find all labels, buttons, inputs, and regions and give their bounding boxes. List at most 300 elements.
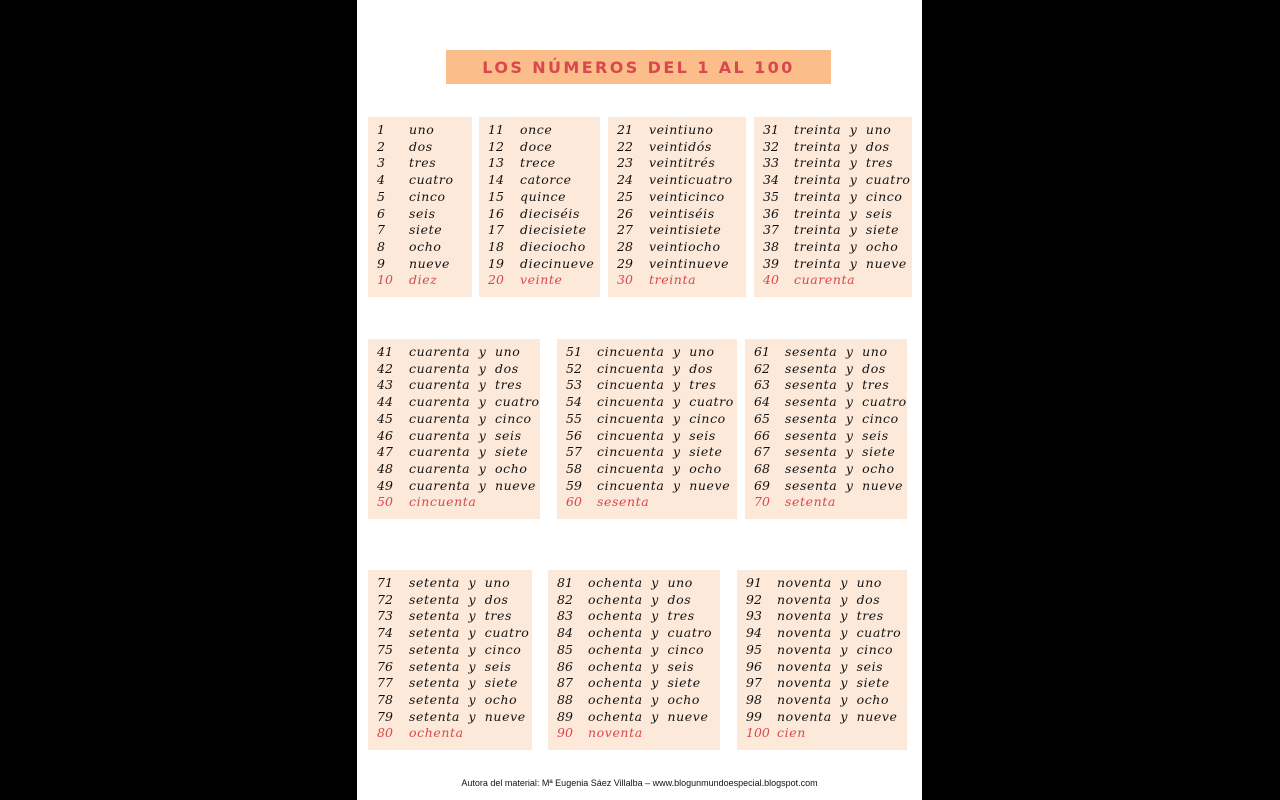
number-row: [608, 238, 746, 255]
number-row: [745, 443, 907, 460]
numeral: 38: [763, 238, 779, 254]
numeral: 20: [488, 272, 504, 288]
numeral: 47: [377, 444, 393, 460]
number-word: cinco: [409, 188, 446, 204]
number-row: [754, 121, 912, 138]
number-row: [548, 574, 720, 591]
number-group-9: [548, 570, 720, 750]
numeral: 28: [617, 238, 633, 254]
number-row: [548, 691, 720, 708]
numeral: 7: [377, 222, 385, 238]
page-title: LOS NÚMEROS DEL 1 AL 100: [482, 57, 795, 77]
numeral: 50: [377, 494, 393, 510]
number-row: [368, 574, 532, 591]
number-row: [737, 624, 907, 641]
number-word: noventa y cinco: [777, 641, 894, 657]
number-row: [368, 138, 472, 155]
number-row: [608, 255, 746, 272]
number-row: [548, 674, 720, 691]
number-word: dieciocho: [520, 238, 586, 254]
number-word: catorce: [520, 172, 572, 188]
number-row: [737, 674, 907, 691]
number-row: [745, 393, 907, 410]
number-word: treinta y cuatro: [794, 172, 911, 188]
numeral: 17: [488, 222, 504, 238]
number-word: doce: [520, 138, 553, 154]
number-word: ochenta y ocho: [588, 691, 701, 707]
numeral: 57: [566, 444, 582, 460]
numeral: 51: [566, 344, 582, 359]
numeral: 64: [754, 394, 770, 410]
number-word: veintiséis: [649, 205, 715, 221]
number-row: [737, 658, 907, 675]
number-row: [608, 271, 746, 288]
number-group-5: [368, 339, 540, 519]
number-row: [368, 708, 532, 725]
numeral: 88: [557, 691, 573, 707]
numeral: 32: [763, 138, 779, 154]
numeral: 63: [754, 377, 770, 393]
number-word: veinte: [520, 272, 563, 288]
number-word: veintisiete: [649, 222, 722, 238]
title-banner: [446, 50, 831, 84]
number-row: [557, 493, 737, 510]
number-row: [557, 343, 737, 360]
number-word: sesenta: [597, 494, 650, 510]
numeral: 11: [488, 122, 504, 137]
numeral: 91: [746, 575, 762, 590]
number-row: [479, 138, 600, 155]
number-row: [745, 410, 907, 427]
number-word: cincuenta y dos: [597, 360, 713, 376]
number-row: [608, 205, 746, 222]
number-group-10: [737, 570, 907, 750]
number-row: [368, 154, 472, 171]
numeral: 66: [754, 427, 770, 443]
number-word: siete: [409, 222, 443, 238]
number-word: cincuenta y tres: [597, 377, 717, 393]
numeral: 86: [557, 658, 573, 674]
number-row: [608, 188, 746, 205]
numeral: 18: [488, 238, 504, 254]
number-word: sesenta y cuatro: [785, 394, 907, 410]
number-word: cincuenta y cuatro: [597, 394, 734, 410]
numeral: 29: [617, 255, 633, 271]
numeral: 41: [377, 344, 393, 359]
number-row: [368, 255, 472, 272]
number-word: diecisiete: [520, 222, 587, 238]
number-word: sesenta y seis: [785, 427, 889, 443]
number-row: [368, 641, 532, 658]
number-row: [737, 591, 907, 608]
numeral: 74: [377, 625, 393, 641]
numeral: 48: [377, 460, 393, 476]
number-row: [368, 393, 540, 410]
number-row: [608, 154, 746, 171]
number-row: [608, 171, 746, 188]
numeral: 93: [746, 608, 762, 624]
number-word: treinta y siete: [794, 222, 900, 238]
numeral: 10: [377, 272, 393, 288]
numeral: 45: [377, 410, 393, 426]
number-row: [368, 493, 540, 510]
number-row: [557, 443, 737, 460]
number-word: ochenta y tres: [588, 608, 695, 624]
numeral: 61: [754, 344, 770, 359]
number-row: [368, 477, 540, 494]
number-word: ochenta y seis: [588, 658, 695, 674]
number-row: [754, 238, 912, 255]
number-row: [608, 221, 746, 238]
number-word: noventa y uno: [777, 575, 882, 590]
number-word: cuarenta y ocho: [409, 460, 528, 476]
numeral: 76: [377, 658, 393, 674]
numeral: 96: [746, 658, 762, 674]
number-word: cuarenta y uno: [409, 344, 521, 359]
number-word: ochenta y siete: [588, 675, 701, 691]
number-word: noventa y cuatro: [777, 625, 902, 641]
number-word: setenta y uno: [409, 575, 511, 590]
numeral: 68: [754, 460, 770, 476]
number-row: [368, 221, 472, 238]
number-word: cincuenta y uno: [597, 344, 715, 359]
numeral: 5: [377, 188, 385, 204]
numeral: 44: [377, 394, 393, 410]
number-row: [557, 393, 737, 410]
numeral: 42: [377, 360, 393, 376]
numeral: 22: [617, 138, 633, 154]
numeral: 25: [617, 188, 633, 204]
numeral: 100: [746, 725, 770, 741]
number-word: sesenta y dos: [785, 360, 886, 376]
numeral: 77: [377, 675, 393, 691]
numeral: 85: [557, 641, 573, 657]
numeral: 27: [617, 222, 633, 238]
number-word: veintinueve: [649, 255, 730, 271]
number-row: [479, 255, 600, 272]
number-row: [754, 221, 912, 238]
number-row: [368, 607, 532, 624]
number-word: treinta y cinco: [794, 188, 903, 204]
number-word: treinta y nueve: [794, 255, 907, 271]
numeral: 1: [377, 122, 385, 137]
number-word: setenta y nueve: [409, 708, 526, 724]
numeral: 23: [617, 155, 633, 171]
numeral: 39: [763, 255, 779, 271]
number-word: ochenta: [409, 725, 464, 741]
number-row: [754, 138, 912, 155]
number-row: [754, 171, 912, 188]
number-word: nueve: [409, 255, 450, 271]
number-word: noventa y dos: [777, 591, 881, 607]
number-word: sesenta y tres: [785, 377, 890, 393]
numeral: 16: [488, 205, 504, 221]
number-row: [368, 724, 532, 741]
number-row: [745, 343, 907, 360]
number-row: [548, 641, 720, 658]
numeral: 89: [557, 708, 573, 724]
number-row: [557, 360, 737, 377]
number-group-3: [608, 117, 746, 297]
number-word: veintitrés: [649, 155, 716, 171]
numeral: 80: [377, 725, 393, 741]
numeral: 79: [377, 708, 393, 724]
number-word: sesenta y ocho: [785, 460, 895, 476]
number-row: [368, 658, 532, 675]
number-row: [737, 691, 907, 708]
number-word: treinta y tres: [794, 155, 894, 171]
number-word: treinta: [649, 272, 697, 288]
number-word: cincuenta y nueve: [597, 477, 731, 493]
numeral: 6: [377, 205, 385, 221]
number-word: setenta y siete: [409, 675, 518, 691]
number-row: [479, 205, 600, 222]
numeral: 40: [763, 272, 779, 288]
number-row: [368, 121, 472, 138]
number-word: sesenta y uno: [785, 344, 888, 359]
numeral: 84: [557, 625, 573, 641]
numeral: 99: [746, 708, 762, 724]
number-row: [368, 205, 472, 222]
numeral: 53: [566, 377, 582, 393]
number-row: [548, 624, 720, 641]
number-word: cincuenta y ocho: [597, 460, 722, 476]
numeral: 72: [377, 591, 393, 607]
number-row: [368, 460, 540, 477]
number-word: setenta y seis: [409, 658, 512, 674]
numeral: 43: [377, 377, 393, 393]
number-word: ochenta y uno: [588, 575, 693, 590]
numeral: 82: [557, 591, 573, 607]
numeral: 14: [488, 172, 504, 188]
numeral: 65: [754, 410, 770, 426]
numeral: 60: [566, 494, 582, 510]
number-word: diez: [409, 272, 438, 288]
numeral: 2: [377, 138, 385, 154]
numeral: 97: [746, 675, 762, 691]
number-word: cuarenta y cuatro: [409, 394, 540, 410]
number-word: ochenta y cuatro: [588, 625, 713, 641]
numeral: 35: [763, 188, 779, 204]
numeral: 69: [754, 477, 770, 493]
number-word: cuarenta y cinco: [409, 410, 532, 426]
number-row: [548, 724, 720, 741]
number-row: [557, 376, 737, 393]
number-row: [754, 255, 912, 272]
numeral: 9: [377, 255, 385, 271]
number-word: cuarenta: [794, 272, 856, 288]
number-row: [737, 724, 907, 741]
numeral: 92: [746, 591, 762, 607]
number-word: cincuenta y siete: [597, 444, 723, 460]
number-row: [754, 205, 912, 222]
numeral: 58: [566, 460, 582, 476]
number-word: noventa y nueve: [777, 708, 898, 724]
number-word: treinta y uno: [794, 122, 892, 137]
number-word: sesenta y cinco: [785, 410, 899, 426]
number-group-7: [745, 339, 907, 519]
numeral: 71: [377, 575, 393, 590]
number-word: veintidós: [649, 138, 712, 154]
numeral: 52: [566, 360, 582, 376]
number-row: [548, 708, 720, 725]
number-row: [754, 154, 912, 171]
number-word: setenta y cinco: [409, 641, 522, 657]
number-row: [479, 271, 600, 288]
number-word: once: [520, 122, 553, 137]
numeral: 49: [377, 477, 393, 493]
number-row: [737, 574, 907, 591]
number-word: setenta y cuatro: [409, 625, 530, 641]
numeral: 75: [377, 641, 393, 657]
number-word: treinta y seis: [794, 205, 893, 221]
numeral: 24: [617, 172, 633, 188]
number-row: [368, 360, 540, 377]
numeral: 90: [557, 725, 573, 741]
number-row: [479, 238, 600, 255]
number-row: [368, 624, 532, 641]
number-word: tres: [409, 155, 437, 171]
numeral: 55: [566, 410, 582, 426]
number-word: sesenta y siete: [785, 444, 896, 460]
number-word: cien: [777, 725, 806, 741]
number-group-1: [368, 117, 472, 297]
author-credit: Autora del material: Mª Eugenia Sáez Villalba – www.blogunmundoespecial.blogspot.com: [461, 778, 818, 788]
number-word: sesenta y nueve: [785, 477, 904, 493]
numeral: 30: [617, 272, 633, 288]
number-row: [548, 607, 720, 624]
number-word: noventa: [588, 725, 643, 741]
number-word: seis: [409, 205, 436, 221]
numeral: 13: [488, 155, 504, 171]
number-row: [745, 477, 907, 494]
numeral: 54: [566, 394, 582, 410]
number-group-2: [479, 117, 600, 297]
number-word: diecinueve: [520, 255, 595, 271]
numeral: 95: [746, 641, 762, 657]
number-row: [368, 691, 532, 708]
numeral: 12: [488, 138, 504, 154]
document-page: [357, 0, 922, 800]
number-word: trece: [520, 155, 556, 171]
numeral: 98: [746, 691, 762, 707]
numeral: 67: [754, 444, 770, 460]
number-row: [557, 427, 737, 444]
number-row: [548, 658, 720, 675]
number-row: [745, 427, 907, 444]
numeral: 21: [617, 122, 633, 137]
numeral: 56: [566, 427, 582, 443]
numeral: 78: [377, 691, 393, 707]
number-row: [368, 238, 472, 255]
number-row: [548, 591, 720, 608]
number-word: veintiuno: [649, 122, 714, 137]
numeral: 59: [566, 477, 582, 493]
number-row: [737, 641, 907, 658]
number-word: dieciséis: [520, 205, 581, 221]
numeral: 73: [377, 608, 393, 624]
number-row: [368, 410, 540, 427]
number-group-6: [557, 339, 737, 519]
number-word: cuarenta y nueve: [409, 477, 536, 493]
number-row: [479, 188, 600, 205]
number-word: noventa y ocho: [777, 691, 890, 707]
number-row: [737, 607, 907, 624]
number-row: [368, 188, 472, 205]
number-word: cuarenta y siete: [409, 444, 529, 460]
number-word: setenta y dos: [409, 591, 509, 607]
number-word: cuatro: [409, 172, 454, 188]
number-word: ochenta y cinco: [588, 641, 705, 657]
number-word: treinta y ocho: [794, 238, 899, 254]
number-row: [745, 376, 907, 393]
number-row: [368, 271, 472, 288]
numeral: 26: [617, 205, 633, 221]
numeral: 94: [746, 625, 762, 641]
number-word: treinta y dos: [794, 138, 890, 154]
number-row: [368, 171, 472, 188]
number-word: veinticinco: [649, 188, 725, 204]
number-word: quince: [520, 188, 567, 204]
numeral: 3: [377, 155, 385, 171]
numeral: 87: [557, 675, 573, 691]
number-group-8: [368, 570, 532, 750]
numeral: 31: [763, 122, 779, 137]
number-word: noventa y tres: [777, 608, 884, 624]
number-row: [737, 708, 907, 725]
number-word: veinticuatro: [649, 172, 733, 188]
number-row: [479, 171, 600, 188]
number-word: cincuenta: [409, 494, 477, 510]
numeral: 15: [488, 188, 504, 204]
number-row: [745, 360, 907, 377]
number-word: ochenta y nueve: [588, 708, 709, 724]
numeral: 37: [763, 222, 779, 238]
number-row: [368, 443, 540, 460]
numeral: 62: [754, 360, 770, 376]
number-word: cuarenta y seis: [409, 427, 522, 443]
number-word: noventa y siete: [777, 675, 890, 691]
numeral: 81: [557, 575, 573, 590]
number-row: [557, 410, 737, 427]
number-word: cincuenta y cinco: [597, 410, 726, 426]
number-row: [368, 591, 532, 608]
numeral: 19: [488, 255, 504, 271]
number-row: [368, 376, 540, 393]
number-group-4: [754, 117, 912, 297]
number-row: [368, 343, 540, 360]
number-row: [557, 460, 737, 477]
numeral: 46: [377, 427, 393, 443]
number-word: setenta y ocho: [409, 691, 518, 707]
number-row: [479, 121, 600, 138]
number-word: cincuenta y seis: [597, 427, 716, 443]
number-row: [745, 493, 907, 510]
number-row: [479, 221, 600, 238]
number-word: veintiocho: [649, 238, 721, 254]
number-word: ocho: [409, 238, 442, 254]
number-word: noventa y seis: [777, 658, 884, 674]
numeral: 8: [377, 238, 385, 254]
number-row: [557, 477, 737, 494]
number-row: [368, 427, 540, 444]
numeral: 4: [377, 172, 385, 188]
number-row: [479, 154, 600, 171]
number-word: cuarenta y tres: [409, 377, 523, 393]
number-word: cuarenta y dos: [409, 360, 519, 376]
numeral: 83: [557, 608, 573, 624]
number-word: setenta: [785, 494, 836, 510]
